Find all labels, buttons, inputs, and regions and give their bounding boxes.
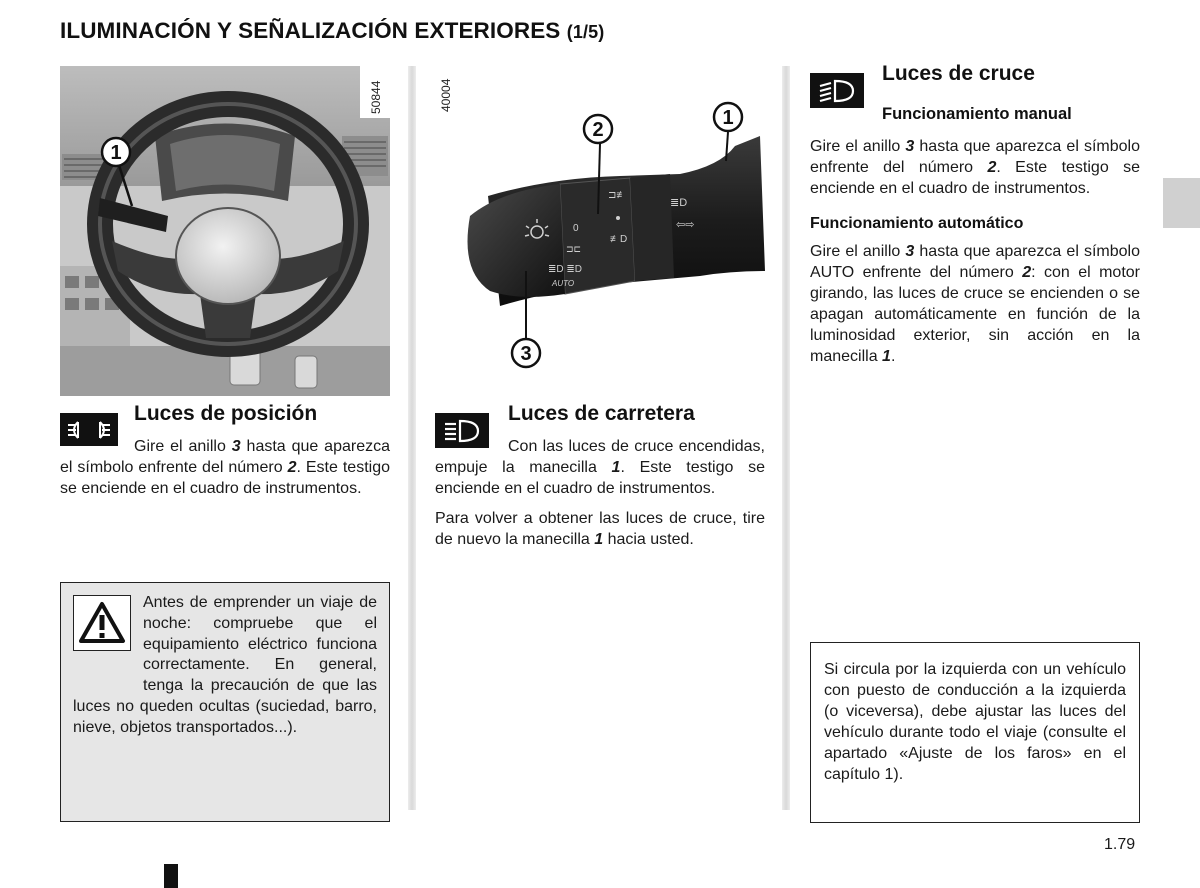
callout-label: 1	[110, 142, 122, 164]
note-box	[810, 642, 1140, 823]
low-beam-body	[810, 136, 1140, 367]
steering-wheel-photo	[60, 66, 390, 396]
warning-box	[60, 582, 390, 822]
column-divider	[408, 66, 416, 810]
photo-code: 50844	[369, 80, 383, 114]
svg-text:⇦⇨: ⇦⇨	[676, 219, 695, 231]
callout-1-left	[102, 138, 130, 166]
automatic-operation-paragraph: Gire el anillo 3 hasta que aparezca el símbolo AUTO enfrente del número 2: con el motor girando, las luces de cruce se encienden o se apagan automáticamente en función de la luminosidad exterior, sin acción en la manecilla 1.	[810, 243, 1141, 365]
ring-label-zero: 0	[573, 223, 579, 234]
light-stalk-illustration	[430, 66, 770, 376]
high-beam-body	[435, 436, 765, 550]
page-title	[60, 18, 604, 44]
page-title-part: (1/5)	[566, 22, 605, 42]
low-beam-icon	[810, 73, 864, 108]
chapter-tab	[1163, 178, 1200, 228]
svg-text:≣D: ≣D	[670, 197, 688, 209]
automatic-operation-title: Funcionamiento automático	[810, 215, 1024, 232]
manual-operation-title: Funcionamiento manual	[882, 105, 1072, 123]
high-beam-paragraph-2: Para volver a obtener las luces de cruce, tire de nuevo la manecilla 1 hacia usted.	[435, 510, 765, 548]
low-beam-title: Luces de cruce	[882, 62, 1035, 85]
svg-text:≣D ≣D: ≣D ≣D	[548, 264, 582, 275]
page-title-text: ILUMINACIÓN Y SEÑALIZACIÓN EXTERIORES	[60, 18, 561, 43]
binder-mark	[164, 864, 178, 888]
svg-text:≢D: ≢D	[610, 234, 628, 245]
page-number: 1.79	[1104, 836, 1136, 853]
manual-operation-paragraph: Gire el anillo 3 hasta que aparezca el símbolo enfrente del número 2. Este testigo se enciende en el cuadro de instrumentos.	[810, 138, 1141, 197]
note-text: Si circula por la izquierda con un vehículo con puesto de conducción a la izquierda (o viceversa), debe ajustar las luces del vehículo durante todo el viaje (consulte el apartado «Ajuste de los faros» en el capítulo 1).	[824, 661, 1126, 783]
photo-code: 40004	[439, 78, 453, 112]
high-beam-paragraph-1: Con las luces de cruce encendidas, empuje la manecilla 1. Este testigo se enciende en el cuadro de instrumentos.	[435, 438, 765, 497]
position-lights-paragraph: Gire el anillo 3 hasta que aparezca el símbolo enfrente del número 2. Este testigo se enciende en el cuadro de instrumentos.	[60, 438, 390, 497]
column-divider	[782, 66, 790, 810]
position-lights-title: Luces de posición	[134, 402, 318, 425]
callout-label: 3	[520, 343, 532, 365]
svg-text:⊐≢: ⊐≢	[608, 190, 627, 201]
callout-1-center	[714, 103, 742, 131]
warning-text: Antes de emprender un viaje de noche: compruebe que el equipamiento eléctrico funciona correctamente. En general, tenga la precaución de que las luces no queden ocultas (suciedad, barro, nieve, objetos transportados...).	[73, 594, 377, 736]
callout-label: 2	[592, 119, 604, 141]
callout-label: 1	[722, 107, 734, 129]
ring-label-auto: AUTO	[552, 279, 575, 288]
svg-text:⊐⊏: ⊐⊏	[566, 244, 582, 254]
callout-2-center	[584, 115, 612, 143]
position-lights-body	[60, 436, 390, 499]
callout-3-center	[512, 339, 540, 367]
high-beam-title: Luces de carretera	[508, 402, 695, 425]
